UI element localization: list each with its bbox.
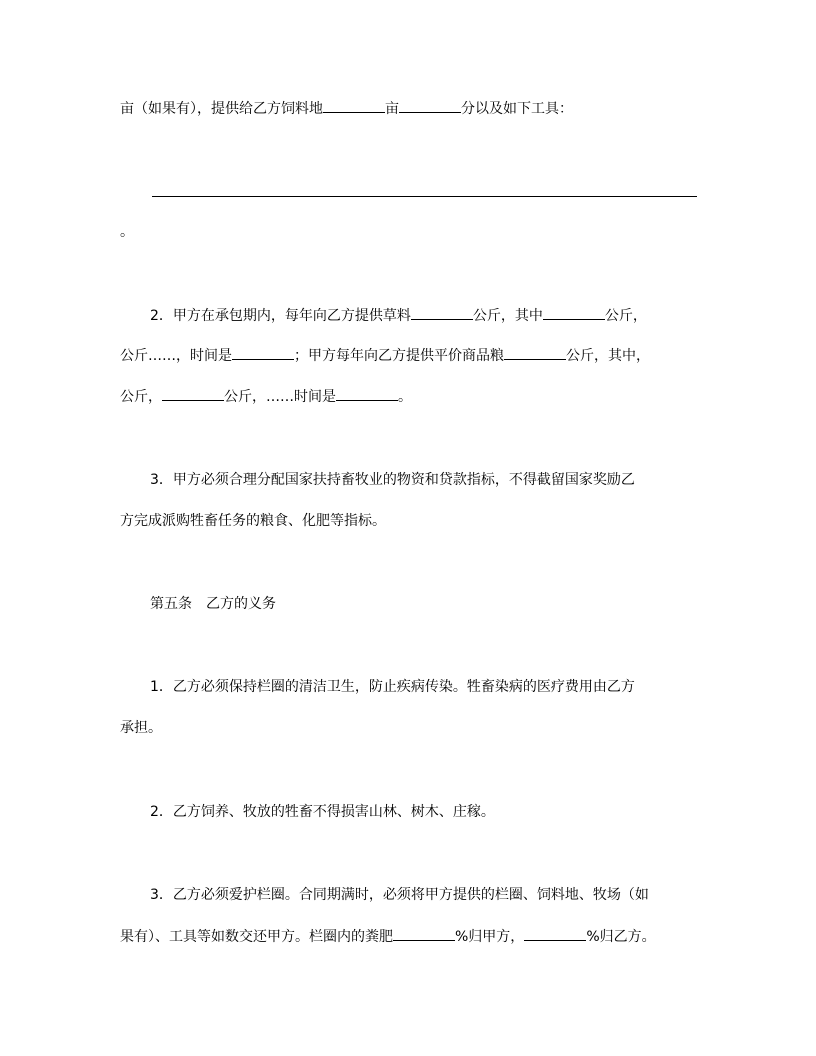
text-line [150, 305, 647, 325]
section-heading [150, 594, 276, 614]
text-segment: 亩 [385, 101, 399, 117]
fill-blank [411, 305, 473, 320]
fill-blank [504, 345, 566, 360]
text-segment: 公斤， [120, 389, 162, 405]
text-line [120, 386, 412, 406]
fill-blank [232, 345, 294, 360]
text-line [150, 885, 649, 905]
text-segment: 2．乙方饲养、牧放的牲畜不得损害山林、树木、庄稼。 [150, 804, 495, 820]
text-segment: 亩（如果有），提供给乙方饲料地 [120, 101, 323, 117]
text-line [120, 926, 656, 946]
text-segment: 3．甲方必须合理分配国家扶持畜牧业的物资和贷款指标，不得截留国家奖励乙 [150, 472, 635, 488]
fill-blank [399, 98, 461, 113]
fill-blank [543, 305, 605, 320]
text-line [150, 802, 495, 822]
text-segment: %归乙方。 [586, 929, 656, 945]
text-segment: 。 [120, 224, 134, 240]
text-segment: 1．乙方必须保持栏圈的清洁卫生，防止疾病传染。牲畜染病的医疗费用由乙方 [150, 679, 635, 695]
text-segment: 分以及如下工具： [461, 101, 573, 117]
text-segment: 方完成派购牲畜任务的粮食、化肥等指标。 [120, 513, 386, 529]
fill-blank [323, 98, 385, 113]
text-line [150, 470, 635, 490]
text-line [120, 222, 134, 242]
text-line [120, 718, 162, 738]
text-segment: 3．乙方必须爱护栏圈。合同期满时，必须将甲方提供的栏圈、饲料地、牧场（如 [150, 887, 649, 903]
text-segment: 承担。 [120, 720, 162, 736]
text-segment: 第五条 乙方的义务 [150, 596, 276, 612]
fill-blank [162, 386, 224, 401]
fill-blank [524, 926, 586, 941]
text-segment: 2．甲方在承包期内，每年向乙方提供草料 [150, 308, 411, 324]
fill-line [152, 196, 697, 197]
text-segment: %归甲方， [455, 929, 525, 945]
text-segment: 公斤，其中， [566, 348, 650, 364]
fill-blank [393, 926, 455, 941]
text-line [120, 98, 573, 118]
text-segment: 公斤，……时间是 [224, 389, 336, 405]
text-segment: ；甲方每年向乙方提供平价商品粮 [294, 348, 504, 364]
text-line [120, 511, 386, 531]
text-segment: 公斤， [604, 308, 647, 324]
text-segment: 公斤……，时间是 [120, 348, 232, 364]
text-segment: 果有）、工具等如数交还甲方。栏圈内的粪肥 [120, 929, 393, 945]
text-line [150, 677, 635, 697]
text-line [120, 345, 650, 365]
fill-blank [336, 386, 398, 401]
text-segment: 。 [398, 389, 412, 405]
text-segment: 公斤，其中 [472, 308, 543, 324]
